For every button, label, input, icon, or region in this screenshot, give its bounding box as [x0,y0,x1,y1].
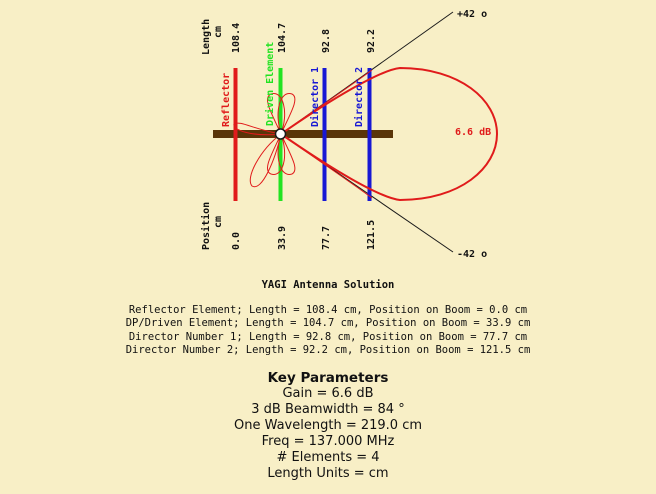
upper-angle-label: +42 o [457,9,488,20]
reflector-position-value: 0.0 [231,231,242,250]
lower-angle-label: -42 o [457,249,488,260]
wavelength-line: One Wavelength = 219.0 cm [233,418,423,433]
element-details [0,304,656,357]
solution-title: YAGI Antenna Solution [261,279,395,291]
beamwidth-line: 3 dB Beamwidth = 84 ° [251,402,405,417]
length-units-line: Length Units = cm [267,466,389,481]
director-1-name-label: Director 1 [310,66,321,127]
reflector-detail-line: Reflector Element; Length = 108.4 cm, Position on Boom = 0.0 cm [128,304,528,316]
position-header: Position [201,201,212,250]
director-2-name-label: Director 2 [354,66,365,127]
frequency-line: Freq = 137.000 MHz [261,434,395,449]
director-2-length-value: 92.2 [366,28,377,53]
driven-length-value: 104.7 [277,22,288,53]
director-2-detail-line: Director Number 2; Length = 92.2 cm, Position on Boom = 121.5 cm [125,343,531,356]
reflector-length-value: 108.4 [231,22,242,53]
length-header: Length [201,18,212,55]
key-parameters-title: Key Parameters [267,370,389,386]
gain-line: Gain = 6.6 dB [282,386,374,401]
director-2-position-value: 121.5 [366,219,377,250]
director-1-detail-line: Director Number 1; Length = 92.8 cm, Position on Boom = 77.7 cm [128,330,528,343]
element-count-line: # Elements = 4 [276,450,380,465]
reflector-element-bar [234,68,238,201]
director-1-bar [323,68,327,201]
length-unit: cm [213,25,224,38]
gain-label: 6.6 dB [455,127,492,138]
director-1-position-value: 77.7 [321,225,332,250]
driven-position-value: 33.9 [277,225,288,250]
director-2-bar [368,68,372,201]
director-1-length-value: 92.8 [321,28,332,53]
feed-point-marker [276,129,286,139]
position-unit: cm [213,215,224,228]
reflector-name-label: Reflector [221,72,232,127]
driven-detail-line: DP/Driven Element; Length = 104.7 cm, Position on Boom = 33.9 cm [125,317,531,330]
boom [213,130,393,138]
driven-name-label: Driven Element [265,41,276,126]
key-parameters [0,370,656,482]
